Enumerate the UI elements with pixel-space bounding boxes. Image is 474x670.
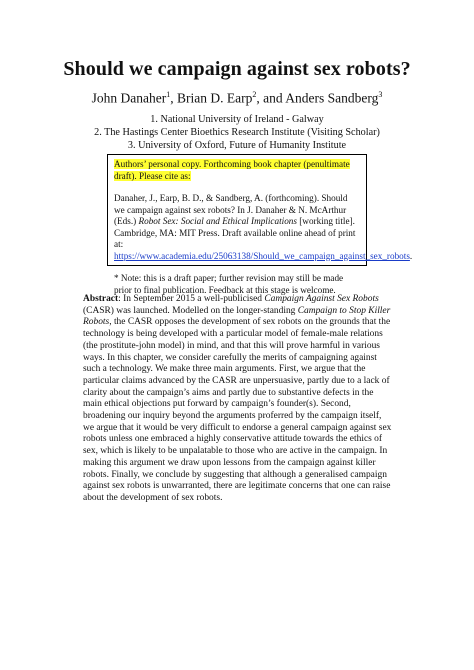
citation-authors: Danaher, J., Earp, B. D., & Sandberg, A. (forthcoming). Should we campaign against sex robots? In J. Danaher & N. McArthur (Eds.) — [114, 193, 348, 226]
affiliation-marker: 2 — [252, 90, 257, 99]
abstract-text: , the CASR opposes the development of sex robots on the grounds that the technology is being developed with a particular model of female-male relations (the prostitute-john model) in mind, and that this will prove harmful in various ways. In this chapter, we consider carefully the merits of campaigning against such a technology. We make three main arguments. First, we argue that the particular claims advanced by the CASR are unpersuasive, partly due to a lack of clarity about the campaign’s aims and partly due to substantive defects in the main ethical objections put forward by campaign’s founder(s). Second, broadening our inquiry beyond the arguments proferred by the campaign itself, we argue that it would be very difficult to endorse a general campaign against sex robots unless one embraced a highly conservative attitude towards the ethics of sex, which is likely to be unpalatable to those who are active in the campaign. In making this argument we draw upon lessons from the campaign against killer robots. Finally, we conclude by suggesting that although a generalised campaign against sex robots is unwarranted, there are legitimate concerns that one can raise about the development of sex robots. — [83, 317, 392, 503]
author-name: Anders Sandberg — [285, 90, 379, 106]
casr-name: Campaign Against Sex Robots — [264, 294, 379, 304]
affiliation-marker: 1 — [166, 90, 171, 99]
affiliation-line: 3. University of Oxford, Future of Humanity Institute — [127, 140, 347, 151]
book-title: Robot Sex: Social and Ethical Implications — [138, 216, 297, 226]
affiliation-line: 2. The Hastings Center Bioethics Research Institute (Visiting Scholar) — [94, 127, 380, 138]
abstract-text: : In September 2015 a well-publicised — [118, 294, 265, 304]
author-separator: , — [170, 90, 177, 106]
author-separator: , and — [256, 90, 286, 106]
draft-note: * Note: this is a draft paper; further revision may still be made prior to final publication. Feedback at this stage is welcome. — [114, 273, 344, 295]
citation-end: . — [409, 250, 413, 261]
abstract — [83, 294, 393, 505]
citation-notice-box — [107, 154, 413, 295]
author-name: John Danaher — [91, 90, 167, 106]
paper-title: Should we campaign against sex robots? — [63, 58, 411, 80]
citation-text — [114, 193, 413, 262]
affiliation-line: 1. National University of Ireland - Galway — [150, 114, 324, 125]
affiliation-marker: 3 — [378, 90, 383, 99]
abstract-label: Abstract — [83, 294, 119, 304]
abstract-text: (CASR) was launched. Modelled on the longer-standing — [83, 305, 298, 316]
citation-publisher: [working title]. Cambridge, MA: MIT Press. Draft available online ahead of print at: — [114, 216, 356, 249]
author-list — [0, 90, 474, 107]
affiliation-list — [0, 113, 474, 152]
author-name: Brian D. Earp — [177, 90, 253, 106]
academia-link[interactable]: https://www.academia.edu/25063138/Should_we_campaign_against_sex_robots — [114, 250, 410, 261]
highlighted-notice: Authors’ personal copy. Forthcoming book chapter (penultimate draft). Please cite as: — [114, 159, 350, 181]
killer-robots-campaign-name: Campaign to Stop Killer Robots — [83, 305, 391, 328]
